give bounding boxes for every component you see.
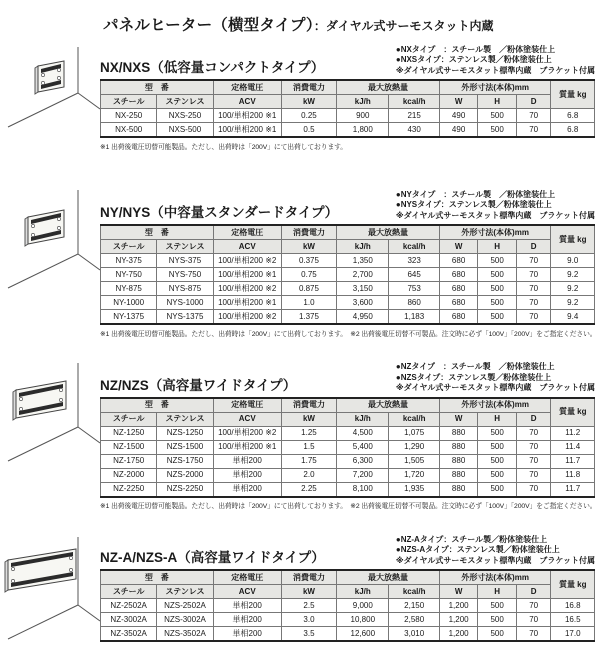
table-cell: 500 [478, 482, 517, 497]
table-cell: 100/単相200 ※2 [213, 310, 281, 325]
header-row-1 [101, 570, 595, 585]
table-cell: 1,290 [389, 440, 439, 454]
note-thermostat: ※ダイヤル式サーモスタット標準内蔵 ブラケット付属 [395, 555, 595, 565]
table-cell: NZS-1750 [157, 454, 213, 468]
col-steel: スチール [101, 412, 157, 426]
table-cell: 1,200 [439, 627, 478, 642]
table-cell: NZ-1750 [101, 454, 157, 468]
table-cell: 500 [478, 627, 517, 642]
heater-drawing [0, 190, 100, 332]
spec-table [100, 569, 595, 642]
table-cell: NYS-1000 [157, 296, 213, 310]
note-thermostat: ※ダイヤル式サーモスタット標準内蔵 ブラケット付属 [395, 210, 595, 220]
table-cell: 680 [439, 296, 478, 310]
table-cell: 100/単相200 ※2 [213, 426, 281, 440]
table-cell: 880 [439, 454, 478, 468]
table-row [101, 613, 595, 627]
spec-table-head [101, 570, 595, 599]
table-cell: NZ-2502A [101, 599, 157, 613]
table-cell: 9.0 [551, 254, 595, 268]
table-cell: 680 [439, 282, 478, 296]
table-cell: 430 [389, 123, 439, 138]
table-cell: 2.5 [281, 599, 336, 613]
col-dim-w: W [439, 412, 478, 426]
table-cell: 1,200 [439, 599, 478, 613]
table-cell: NYS-1375 [157, 310, 213, 325]
table-cell: 0.75 [281, 268, 336, 282]
table-cell: 1,800 [337, 123, 389, 138]
section-content [100, 188, 600, 338]
table-cell: 900 [337, 109, 389, 123]
col-weight: 質量 kg [551, 80, 595, 109]
table-cell: 0.875 [281, 282, 336, 296]
table-cell: 100/単相200 ※1 [213, 440, 281, 454]
table-cell: 12,600 [337, 627, 389, 642]
table-cell: 3,010 [389, 627, 439, 642]
table-cell: 単相200 [213, 599, 281, 613]
table-cell: 2,150 [389, 599, 439, 613]
table-cell: 70 [516, 454, 551, 468]
col-dim-d: D [516, 240, 551, 254]
table-cell: 8,100 [337, 482, 389, 497]
col-heat-kcal: kcal/h [389, 240, 439, 254]
table-cell: 100/単相200 ※1 [213, 268, 281, 282]
table-cell: 9,000 [337, 599, 389, 613]
table-cell: 500 [478, 454, 517, 468]
col-power: 消費電力 [281, 80, 336, 95]
note-type-stainless: ●NXSタイプ：ステンレス製／粉体塗装仕上 [395, 55, 552, 65]
table-cell: 70 [516, 310, 551, 325]
col-heat: 最大放熱量 [337, 398, 440, 413]
table-cell: 11.2 [551, 426, 595, 440]
table-cell: 500 [478, 109, 517, 123]
spec-table-head [101, 80, 595, 109]
table-cell: 70 [516, 613, 551, 627]
table-cell: 4,950 [337, 310, 389, 325]
table-cell: 1,505 [389, 454, 439, 468]
col-voltage-unit: ACV [213, 585, 281, 599]
table-cell: 70 [516, 627, 551, 642]
table-cell: 6.8 [551, 109, 595, 123]
table-cell: 3.0 [281, 613, 336, 627]
section-content [100, 43, 600, 165]
table-cell: NZS-2000 [157, 468, 213, 482]
heater-illustration [0, 361, 100, 511]
table-cell: 9.4 [551, 310, 595, 325]
table-cell: 11.4 [551, 440, 595, 454]
col-weight: 質量 kg [551, 398, 595, 427]
table-cell: 6,300 [337, 454, 389, 468]
table-cell: 11.8 [551, 468, 595, 482]
table-cell: 単相200 [213, 482, 281, 497]
table-cell: 70 [516, 468, 551, 482]
table-cell: 3,150 [337, 282, 389, 296]
col-power: 消費電力 [281, 398, 336, 413]
table-cell: 500 [478, 468, 517, 482]
col-stainless: ステンレス [157, 240, 213, 254]
table-cell: 680 [439, 254, 478, 268]
table-cell: 10,800 [337, 613, 389, 627]
col-voltage: 定格電圧 [213, 80, 281, 95]
col-dim-d: D [516, 412, 551, 426]
table-cell: NZ-3002A [101, 613, 157, 627]
table-cell: NYS-375 [157, 254, 213, 268]
section-head-row [100, 533, 595, 566]
col-dim-w: W [439, 240, 478, 254]
col-dim-h: H [478, 95, 517, 109]
col-dim-h: H [478, 412, 517, 426]
product-section [0, 361, 600, 511]
table-cell: 5,400 [337, 440, 389, 454]
table-cell: NZ-2000 [101, 468, 157, 482]
section-notes [396, 362, 595, 393]
table-cell: 7,200 [337, 468, 389, 482]
note-thermostat: ※ダイヤル式サーモスタット標準内蔵 ブラケット付属 [395, 65, 595, 75]
table-cell: 490 [439, 123, 478, 138]
table-cell: 1.75 [281, 454, 336, 468]
table-cell: 9.2 [551, 282, 595, 296]
table-cell: 4,500 [337, 426, 389, 440]
heater-illustration [0, 43, 100, 165]
table-cell: NX-500 [101, 123, 157, 138]
table-cell: 100/単相200 ※1 [213, 296, 281, 310]
table-cell: NXS-250 [157, 109, 213, 123]
table-cell: 1.0 [281, 296, 336, 310]
table-cell: 9.2 [551, 296, 595, 310]
table-row [101, 310, 595, 325]
col-steel: スチール [101, 585, 157, 599]
spec-table-body [101, 254, 595, 325]
table-cell: 880 [439, 440, 478, 454]
col-stainless: ステンレス [157, 585, 213, 599]
table-cell: NX-250 [101, 109, 157, 123]
table-cell: 2,700 [337, 268, 389, 282]
spec-table [100, 224, 595, 325]
col-voltage-unit: ACV [213, 412, 281, 426]
note-thermostat: ※ダイヤル式サーモスタット標準内蔵 ブラケット付属 [395, 383, 595, 393]
col-power: 消費電力 [281, 225, 336, 240]
note-type-steel: ●NXタイプ ：スチール製 ／粉体塗装仕上 [395, 44, 556, 54]
col-power-unit: kW [281, 240, 336, 254]
spec-table-head [101, 398, 595, 427]
spec-table-body [101, 109, 595, 138]
col-heat-kj: kJ/h [337, 585, 389, 599]
table-cell: 70 [516, 482, 551, 497]
table-cell: 2,580 [389, 613, 439, 627]
section-head-row [100, 43, 595, 76]
col-stainless: ステンレス [157, 95, 213, 109]
col-power: 消費電力 [281, 570, 336, 585]
col-model: 型 番 [101, 80, 214, 95]
col-dim-h: H [478, 585, 517, 599]
table-cell: 3,600 [337, 296, 389, 310]
table-cell: 680 [439, 310, 478, 325]
table-cell: 9.2 [551, 268, 595, 282]
table-row [101, 454, 595, 468]
col-heat: 最大放熱量 [337, 225, 440, 240]
header-row-2 [101, 412, 595, 426]
section-notes [396, 190, 595, 221]
col-weight: 質量 kg [551, 225, 595, 254]
table-cell: 6.8 [551, 123, 595, 138]
spec-table [100, 397, 595, 498]
table-cell: 70 [516, 296, 551, 310]
col-model: 型 番 [101, 570, 214, 585]
table-cell: NZS-3502A [157, 627, 213, 642]
col-power-unit: kW [281, 585, 336, 599]
col-steel: スチール [101, 240, 157, 254]
table-cell: 215 [389, 109, 439, 123]
col-model: 型 番 [101, 398, 214, 413]
note-type-steel: ●NZ-Aタイプ：スチール製／粉体塗装仕上 [395, 534, 548, 544]
header-row-2 [101, 585, 595, 599]
section-footnote: ※1 出荷後電圧切替可能製品。ただし、出荷時は「200V」にて出荷しております。 [100, 143, 347, 151]
col-dims: 外形寸法(本体)mm [439, 570, 551, 585]
col-dims: 外形寸法(本体)mm [439, 225, 551, 240]
table-cell: NZ-2250 [101, 482, 157, 497]
col-heat-kcal: kcal/h [389, 95, 439, 109]
section-content [100, 533, 600, 657]
col-weight: 質量 kg [551, 570, 595, 599]
col-dim-d: D [516, 585, 551, 599]
spec-table-body [101, 426, 595, 497]
col-voltage: 定格電圧 [213, 570, 281, 585]
table-cell: 2.25 [281, 482, 336, 497]
heater-drawing [0, 47, 100, 165]
table-cell: NZS-1250 [157, 426, 213, 440]
header-row-1 [101, 80, 595, 95]
col-power-unit: kW [281, 412, 336, 426]
note-type-steel: ●NYタイプ ：スチール製 ／粉体塗装仕上 [395, 189, 556, 199]
col-steel: スチール [101, 95, 157, 109]
section-head-row [100, 188, 595, 221]
product-section [0, 533, 600, 657]
table-cell: 単相200 [213, 613, 281, 627]
col-heat-kj: kJ/h [337, 412, 389, 426]
header-row-1 [101, 225, 595, 240]
table-cell: 323 [389, 254, 439, 268]
col-dim-w: W [439, 95, 478, 109]
table-cell: 1,935 [389, 482, 439, 497]
table-cell: 880 [439, 468, 478, 482]
col-voltage-unit: ACV [213, 95, 281, 109]
table-cell: 0.375 [281, 254, 336, 268]
table-cell: NY-750 [101, 268, 157, 282]
col-heat-kj: kJ/h [337, 240, 389, 254]
table-cell: NZS-1500 [157, 440, 213, 454]
table-cell: 500 [478, 254, 517, 268]
col-stainless: ステンレス [157, 412, 213, 426]
table-cell: NY-375 [101, 254, 157, 268]
table-cell: 1.25 [281, 426, 336, 440]
heater-illustration [0, 533, 100, 657]
heater-drawing [0, 363, 100, 503]
table-row [101, 109, 595, 123]
table-cell: 70 [516, 440, 551, 454]
product-section [0, 43, 600, 165]
table-row [101, 468, 595, 482]
col-heat-kj: kJ/h [337, 95, 389, 109]
table-cell: 490 [439, 109, 478, 123]
table-cell: 1,350 [337, 254, 389, 268]
table-cell: 16.8 [551, 599, 595, 613]
table-cell: NY-1000 [101, 296, 157, 310]
col-voltage-unit: ACV [213, 240, 281, 254]
table-cell: 100/単相200 ※2 [213, 254, 281, 268]
table-cell: 500 [478, 123, 517, 138]
table-row [101, 627, 595, 642]
table-cell: 1,720 [389, 468, 439, 482]
table-cell: 1,075 [389, 426, 439, 440]
table-cell: NYS-875 [157, 282, 213, 296]
table-cell: 2.0 [281, 468, 336, 482]
section-notes [396, 45, 595, 76]
col-heat: 最大放熱量 [337, 570, 440, 585]
col-voltage: 定格電圧 [213, 398, 281, 413]
sections-container [0, 43, 600, 657]
table-cell: 880 [439, 482, 478, 497]
product-section [0, 188, 600, 338]
table-cell: 70 [516, 426, 551, 440]
page-header [0, 0, 600, 43]
table-cell: NY-1375 [101, 310, 157, 325]
table-cell: 11.7 [551, 454, 595, 468]
section-title: NY/NYS（中容量スタンダードタイプ） [100, 205, 339, 220]
table-cell: 500 [478, 426, 517, 440]
table-cell: NYS-750 [157, 268, 213, 282]
spec-table-body [101, 599, 595, 642]
section-title: NX/NXS（低容量コンパクトタイプ） [100, 60, 325, 75]
col-dim-d: D [516, 95, 551, 109]
section-title: NZ/NZS（高容量ワイドタイプ） [100, 377, 297, 393]
page-subtitle: ：ダイヤル式サーモスタット内蔵 [313, 19, 494, 33]
table-cell: 0.5 [281, 123, 336, 138]
table-row [101, 296, 595, 310]
table-cell: 70 [516, 599, 551, 613]
table-cell: 500 [478, 282, 517, 296]
table-cell: 500 [478, 613, 517, 627]
table-cell: 17.0 [551, 627, 595, 642]
table-cell: 860 [389, 296, 439, 310]
header-row-2 [101, 95, 595, 109]
table-cell: 645 [389, 268, 439, 282]
section-footnote: ※1 出荷後電圧切替可能製品。ただし、出荷時は「200V」にて出荷しております。 ※2 出荷後電圧切替不可製品。注文時に必ず「100V」「200V」をご指定ください。 [100, 503, 597, 510]
table-cell: 単相200 [213, 627, 281, 642]
table-row [101, 254, 595, 268]
table-cell: NZS-3002A [157, 613, 213, 627]
spec-table [100, 79, 595, 138]
table-cell: 100/単相200 ※2 [213, 282, 281, 296]
table-cell: 1.5 [281, 440, 336, 454]
spec-table-head [101, 225, 595, 254]
note-type-stainless: ●NZSタイプ：ステンレス製／粉体塗装仕上 [395, 372, 552, 382]
table-cell: 100/単相200 ※1 [213, 123, 281, 138]
table-cell: 880 [439, 426, 478, 440]
table-cell: 1,183 [389, 310, 439, 325]
col-voltage: 定格電圧 [213, 225, 281, 240]
table-row [101, 426, 595, 440]
col-heat: 最大放熱量 [337, 80, 440, 95]
table-cell: 680 [439, 268, 478, 282]
table-cell: 0.25 [281, 109, 336, 123]
col-dim-w: W [439, 585, 478, 599]
table-cell: 1.375 [281, 310, 336, 325]
table-cell: 70 [516, 254, 551, 268]
table-cell: NY-875 [101, 282, 157, 296]
section-title: NZ-A/NZS-A（高容量ワイドタイプ） [100, 550, 325, 565]
table-row [101, 440, 595, 454]
section-footnote: ※1 出荷後電圧切替可能製品。ただし、出荷時は「200V」にて出荷しております。 ※2 出荷後電圧切替不可製品。注文時に必ず「100V」「200V」をご指定ください。 [100, 330, 597, 338]
table-cell: NXS-500 [157, 123, 213, 138]
note-type-stainless: ●NYSタイプ：ステンレス製／粉体塗装仕上 [395, 200, 552, 210]
table-cell: 1,200 [439, 613, 478, 627]
table-cell: NZS-2250 [157, 482, 213, 497]
note-type-steel: ●NZタイプ ：スチール製 ／粉体塗装仕上 [395, 362, 555, 372]
table-cell: 500 [478, 599, 517, 613]
col-model: 型 番 [101, 225, 214, 240]
col-dims: 外形寸法(本体)mm [439, 80, 551, 95]
col-dim-h: H [478, 240, 517, 254]
table-row [101, 282, 595, 296]
col-power-unit: kW [281, 95, 336, 109]
heater-drawing [0, 537, 100, 657]
table-cell: NZS-2502A [157, 599, 213, 613]
table-cell: 70 [516, 282, 551, 296]
section-head-row [100, 361, 595, 394]
col-heat-kcal: kcal/h [389, 412, 439, 426]
table-cell: 単相200 [213, 468, 281, 482]
table-cell: 70 [516, 109, 551, 123]
note-type-stainless: ●NZS-Aタイプ：ステンレス製／粉体塗装仕上 [395, 545, 560, 555]
table-row [101, 482, 595, 497]
table-row [101, 599, 595, 613]
header-row-1 [101, 398, 595, 413]
header-row-2 [101, 240, 595, 254]
col-heat-kcal: kcal/h [389, 585, 439, 599]
table-cell: NZ-1500 [101, 440, 157, 454]
col-dims: 外形寸法(本体)mm [439, 398, 551, 413]
table-cell: 16.5 [551, 613, 595, 627]
table-cell: 単相200 [213, 454, 281, 468]
table-cell: NZ-3502A [101, 627, 157, 642]
table-row [101, 268, 595, 282]
table-cell: 3.5 [281, 627, 336, 642]
table-cell: 100/単相200 ※1 [213, 109, 281, 123]
table-row [101, 123, 595, 138]
table-cell: 70 [516, 268, 551, 282]
table-cell: 500 [478, 268, 517, 282]
table-cell: 11.7 [551, 482, 595, 497]
section-content [100, 361, 600, 511]
table-cell: 500 [478, 440, 517, 454]
section-notes [396, 535, 595, 566]
table-cell: 500 [478, 310, 517, 325]
table-cell: 70 [516, 123, 551, 138]
table-cell: NZ-1250 [101, 426, 157, 440]
page-title: パネルヒーター（横型タイプ） [103, 17, 314, 34]
heater-illustration [0, 188, 100, 338]
table-cell: 500 [478, 296, 517, 310]
table-cell: 753 [389, 282, 439, 296]
